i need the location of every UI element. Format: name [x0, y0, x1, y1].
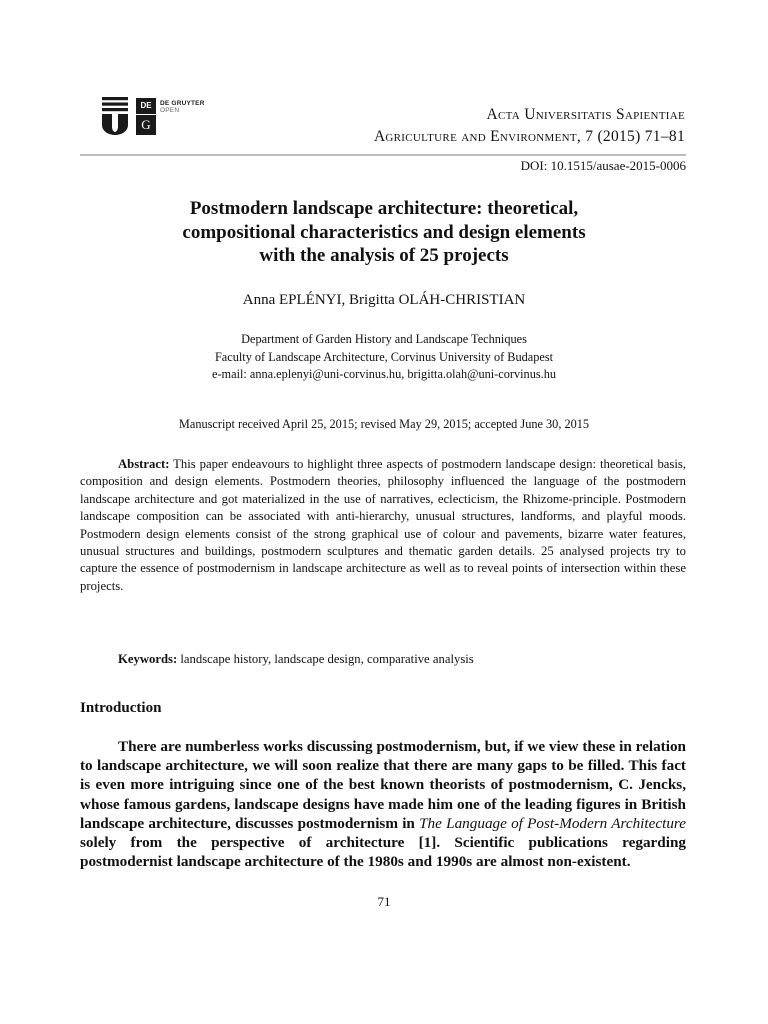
affiliation-email: e-mail: anna.eplenyi@uni-corvinus.hu, brigitta.olah@uni-corvinus.hu [212, 367, 556, 381]
publisher-line2: OPEN [160, 107, 180, 114]
keywords [118, 652, 474, 667]
journal-volume: , 7 (2015) 71–81 [576, 128, 685, 145]
introduction-paragraph [80, 737, 686, 871]
publisher-line1: DE GRUYTER [160, 100, 205, 107]
journal-issue [374, 126, 685, 148]
intro-text-1: There are numberless works discussing postmodernism, but, if we view these in relation to landscape architecture, we will soon realize that there are many gaps to be filled. This fact is even more intriguing since one of the best known theorists of postmodernism, C. Jencks, whose famous gardens, landscape designs have made him one of the leading figures in British landscape architecture, discusses postmodernism in [80, 738, 686, 832]
title-line-1: Postmodern landscape architecture: theoretical, [189, 198, 579, 219]
header-rule [80, 154, 686, 156]
intro-book-title: The Language of Post-Modern Architecture [419, 814, 687, 832]
keywords-text: landscape history, landscape design, comparative analysis [177, 652, 474, 666]
journal-name: Acta Universitatis Sapientiae [486, 106, 685, 123]
title-line-2: compositional characteristics and design elements [182, 221, 586, 243]
abstract-text: This paper endeavours to highlight three aspects of postmodern landscape design: theoretical basis, composition and design elements. Postmodern theories, philosophy influenced the language of the postmodern landscape architecture and got materialized in the use of narratives, eclecticism, the Rhizome-principle. Postmodern landscape composition can be associated with anti-hierarchy, unusual structures, landforms, and playful moods. Postmodern design elements consist of the strong graphical use of colour and pavements, bizarre water features, unusual structures and buildings, postmodern sculptures and thematic garden details. 25 analysed projects try to capture the essence of postmodernism in landscape architecture as well as to reveal points of intersection within these projects. [80, 457, 686, 593]
sapientia-logo-icon [102, 97, 128, 135]
affiliation-department: Department of Garden History and Landscape Techniques [241, 332, 527, 346]
introduction-heading: Introduction [80, 700, 162, 716]
de-gruyter-logo-g: G [136, 115, 156, 135]
title-line-3: with the analysis of 25 projects [259, 245, 509, 266]
publisher-name [160, 100, 205, 114]
affiliation-faculty: Faculty of Landscape Architecture, Corvinus University of Budapest [214, 349, 554, 364]
journal-info [374, 104, 685, 148]
authors: Anna EPLÉNYI, Brigitta OLÁH-CHRISTIAN [242, 292, 526, 308]
manuscript-dates: Manuscript received April 25, 2015; revised May 29, 2015; accepted June 30, 2015 [178, 417, 590, 431]
keywords-label: Keywords: [118, 652, 178, 666]
affiliation [80, 331, 688, 384]
page-number: 71 [377, 894, 391, 909]
de-gruyter-logo-de: DE [136, 98, 156, 114]
abstract-label: Abstract: [118, 457, 170, 471]
abstract [80, 456, 686, 595]
paper-title [80, 197, 688, 268]
doi: DOI: 10.1515/ausae-2015-0006 [520, 158, 686, 173]
de-gruyter-logo [136, 98, 156, 136]
intro-text-2: solely from the perspective of architecture [1]. Scientific publications regarding postmodernist landscape architecture of the 1980s and 1990s are almost non-existent. [80, 834, 686, 871]
journal-section: Agriculture and Environment [373, 128, 577, 145]
